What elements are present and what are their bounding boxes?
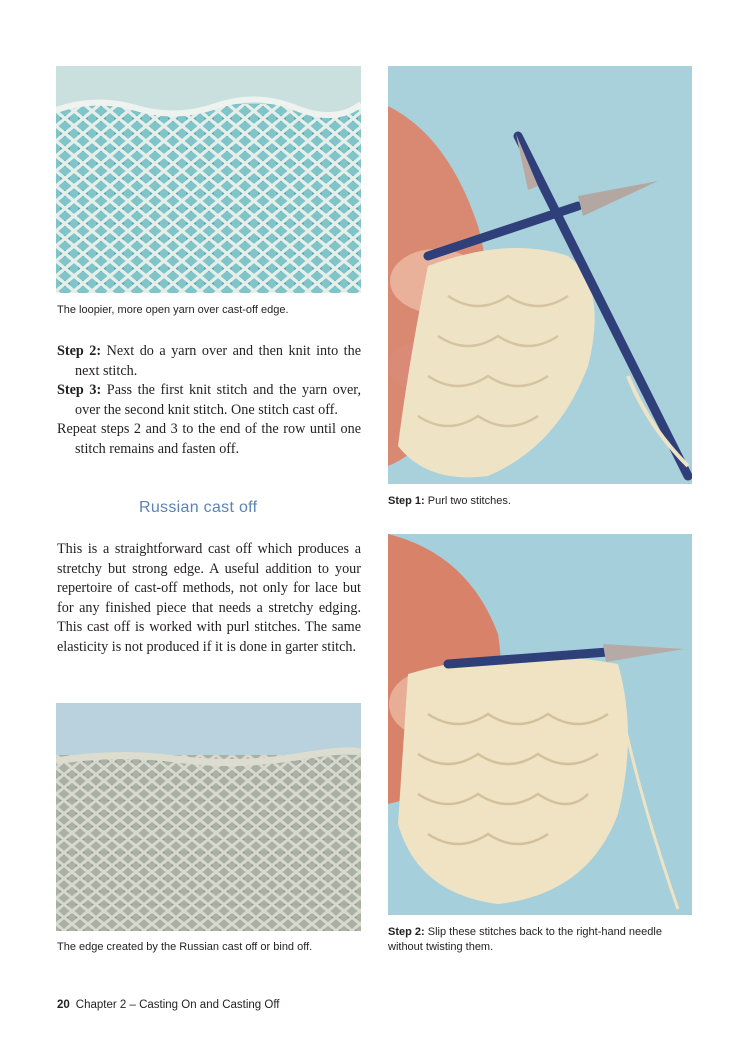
caption-photo-3: The edge created by the Russian cast off or bind off.: [57, 941, 313, 953]
caption-step-2-text: Slip these stitches back to the right-hand needle without twisting them.: [388, 926, 662, 953]
photo-step-2-slip: [388, 534, 692, 915]
photo-open-cast-off-edge: [56, 66, 361, 293]
section-heading: Russian cast off: [139, 499, 258, 516]
caption-step-2-label: Step 2:: [388, 926, 425, 938]
step-3-paragraph: [57, 381, 361, 420]
steps-block: [57, 342, 361, 460]
section-body: This is a straightforward cast off which produces a stretchy but strong edge. A useful addition to your repertoire of cast-off methods, not only for lace but for any finished piece that needs a stretchy edging. This cast off is worked with purl stitches. The same elasticity is not produced if it is done in garter stitch.: [57, 541, 361, 655]
caption-step-1-label: Step 1:: [388, 495, 425, 507]
step-2-paragraph: [57, 342, 361, 381]
photo-step-1-purl: [388, 66, 692, 484]
step-3-label: Step 3:: [57, 382, 102, 399]
caption-photo-2: [388, 494, 511, 509]
step-2-text: Next do a yarn over and then knit into the next stitch.: [75, 343, 361, 379]
photo-russian-cast-off-edge: [56, 703, 361, 931]
page-footer: [57, 999, 280, 1011]
caption-step-1-text: Purl two stitches.: [424, 495, 511, 507]
caption-photo-1: The loopier, more open yarn over cast-off edge.: [57, 304, 289, 316]
repeat-paragraph: Repeat steps 2 and 3 to the end of the row until one stitch remains and fasten off.: [57, 421, 361, 457]
page-number: 20: [57, 999, 70, 1011]
chapter-title: Chapter 2 – Casting On and Casting Off: [75, 999, 280, 1011]
step-3-text: Pass the first knit stitch and the yarn over, over the second knit stitch. One stitch cast off.: [75, 382, 361, 418]
caption-photo-4: [388, 925, 688, 955]
step-2-label: Step 2:: [57, 343, 102, 359]
